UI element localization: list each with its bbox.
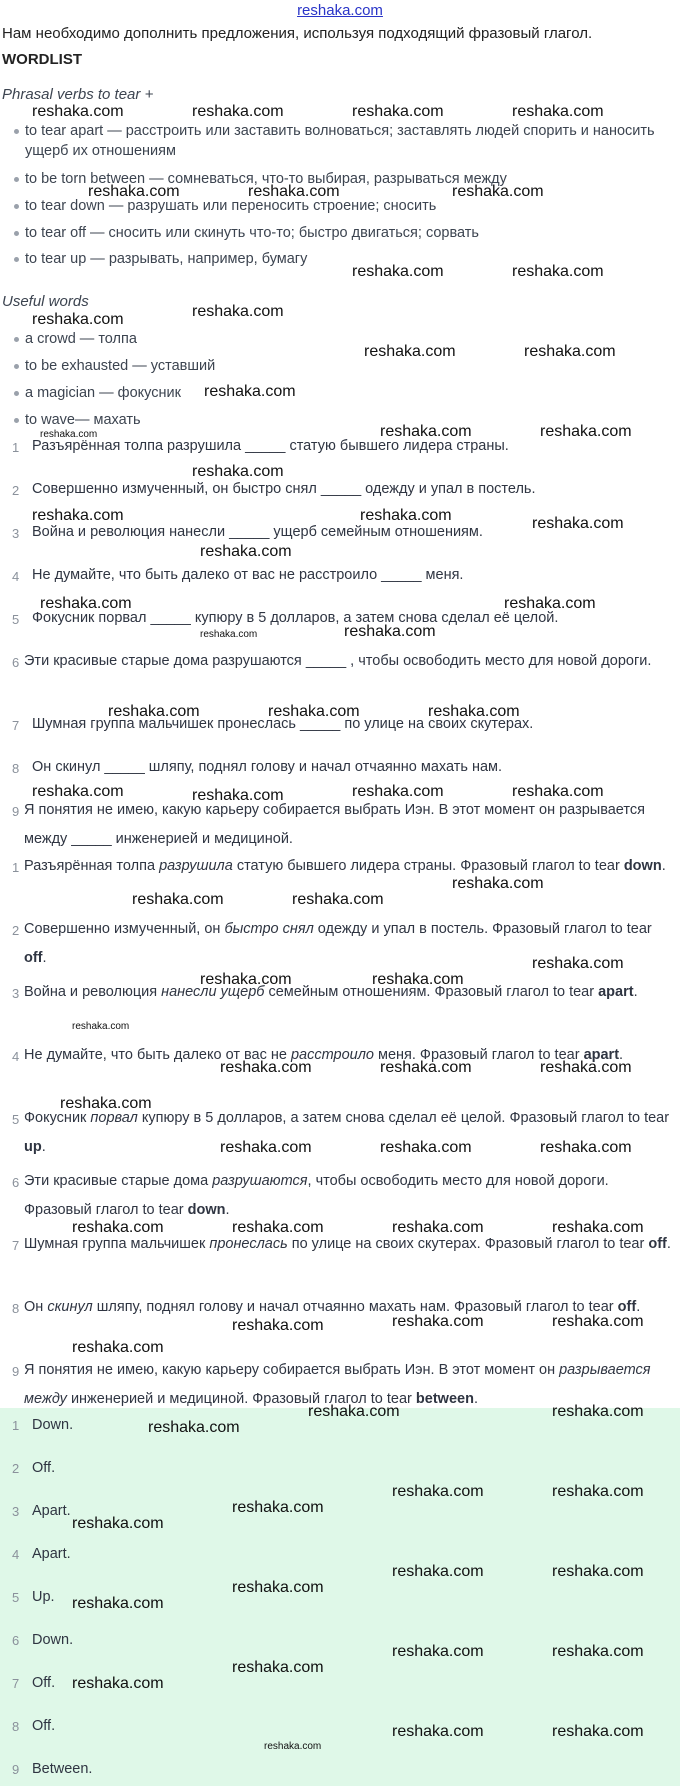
question-text: Эти красивые старые дома разрушаются _____ , чтобы освободить место для новой дороги.: [24, 653, 652, 669]
watermark: reshaka.com: [392, 1313, 484, 1330]
watermark: reshaka.com: [392, 1219, 484, 1236]
watermark: reshaka.com: [40, 595, 132, 612]
watermark: reshaka.com: [360, 507, 452, 524]
watermark: reshaka.com: [372, 971, 464, 988]
explanation-text: Не думайте, что быть далеко от вас не расстроило меня. Фразовый глагол to tear apart.: [24, 1047, 624, 1063]
watermark: reshaka.com: [32, 783, 124, 800]
watermark: reshaka.com: [428, 703, 520, 720]
watermark: reshaka.com: [200, 543, 292, 560]
watermark: reshaka.com: [192, 463, 284, 480]
watermark: reshaka.com: [72, 1339, 164, 1356]
explanation-number: 4: [12, 1049, 20, 1064]
watermark: reshaka.com: [60, 1095, 152, 1112]
watermark: reshaka.com: [232, 1579, 324, 1596]
question-number: 6: [12, 655, 20, 670]
watermark: reshaka.com: [352, 783, 444, 800]
bullet-icon: [14, 391, 19, 396]
watermark: reshaka.com: [148, 1419, 240, 1436]
watermark: reshaka.com: [308, 1403, 400, 1420]
answer-number: 8: [12, 1719, 20, 1734]
explanation-number: 8: [12, 1301, 20, 1316]
watermark: reshaka.com: [552, 1483, 644, 1500]
watermark: reshaka.com: [352, 103, 444, 120]
useful-heading: Useful words: [2, 293, 89, 310]
explanation-number: 9: [12, 1364, 20, 1379]
question-text: Не думайте, что быть далеко от вас не расстроило _____ меня.: [32, 567, 464, 583]
explanation-text: Я понятия не имею, какую карьеру собирается выбрать Иэн. В этот момент он разрывается между инженерией и медициной. Фразовый глагол to tear between.: [24, 1362, 651, 1407]
explanation-text: Фокусник порвал купюру в 5 долларов, а затем снова сделал её целой. Фразовый глагол to tear up.: [24, 1110, 670, 1155]
bullet-icon: [14, 364, 19, 369]
explanation-text: Разъярённая толпа разрушила статую бывшего лидера страны. Фразовый глагол to tear down.: [24, 858, 666, 874]
answer-text: Down.: [32, 1632, 74, 1648]
watermark: reshaka.com: [32, 103, 124, 120]
watermark: reshaka.com: [512, 783, 604, 800]
answer-text: Up.: [32, 1589, 55, 1605]
watermark: reshaka.com: [232, 1499, 324, 1516]
watermark: reshaka.com: [392, 1723, 484, 1740]
site-link[interactable]: reshaka.com: [297, 2, 383, 19]
watermark: reshaka.com: [232, 1219, 324, 1236]
question-number: 4: [12, 569, 20, 584]
watermark: reshaka.com: [552, 1219, 644, 1236]
explanation-number: 3: [12, 986, 20, 1001]
bullet-icon: [14, 257, 19, 262]
question-number: 3: [12, 526, 20, 541]
watermark: reshaka.com: [380, 1059, 472, 1076]
answer-number: 6: [12, 1633, 20, 1648]
watermark: reshaka.com: [512, 263, 604, 280]
explanation-text: Шумная группа мальчишек пронеслась по улице на своих скутерах. Фразовый глагол to tear off.: [24, 1236, 671, 1252]
watermark: reshaka.com: [232, 1659, 324, 1676]
watermark: reshaka.com: [452, 183, 544, 200]
question-number: 8: [12, 761, 20, 776]
watermark: reshaka.com: [108, 703, 200, 720]
watermark: reshaka.com: [72, 1219, 164, 1236]
bullet-icon: [14, 337, 19, 342]
watermark: reshaka.com: [200, 629, 258, 640]
answer-text: Off.: [32, 1718, 56, 1734]
watermark: reshaka.com: [32, 507, 124, 524]
question-text: Фокусник порвал _____ купюру в 5 долларов, а затем снова сделал её целой.: [32, 610, 559, 626]
watermark: reshaka.com: [392, 1483, 484, 1500]
question-number: 5: [12, 612, 20, 627]
watermark: reshaka.com: [32, 311, 124, 328]
watermark: reshaka.com: [392, 1563, 484, 1580]
watermark: reshaka.com: [264, 1741, 322, 1752]
watermark: reshaka.com: [132, 891, 224, 908]
watermark: reshaka.com: [192, 103, 284, 120]
watermark: reshaka.com: [364, 343, 456, 360]
question-text: Шумная группа мальчишек пронеслась _____ по улице на своих скутерах.: [32, 716, 534, 732]
watermark: reshaka.com: [524, 343, 616, 360]
bullet-icon: [14, 129, 19, 134]
explanation-number: 6: [12, 1175, 20, 1190]
watermark: reshaka.com: [72, 1515, 164, 1532]
watermark: reshaka.com: [248, 183, 340, 200]
answer-number: 1: [12, 1418, 20, 1433]
watermark: reshaka.com: [344, 623, 436, 640]
watermark: reshaka.com: [452, 875, 544, 892]
answer-text: Apart.: [32, 1546, 71, 1562]
watermark: reshaka.com: [552, 1563, 644, 1580]
phrasal-heading: Phrasal verbs to tear +: [2, 86, 154, 103]
explanation-text: Совершенно измученный, он быстро снял одежду и упал в постель. Фразовый глагол to tear off.: [24, 921, 652, 966]
watermark: reshaka.com: [72, 1675, 164, 1692]
question-number: 9: [12, 804, 20, 819]
watermark: reshaka.com: [352, 263, 444, 280]
answer-number: 4: [12, 1547, 20, 1562]
watermark: reshaka.com: [268, 703, 360, 720]
watermark: reshaka.com: [40, 429, 98, 440]
watermark: reshaka.com: [204, 383, 296, 400]
watermark: reshaka.com: [532, 955, 624, 972]
question-text: Я понятия не имею, какую карьеру собирается выбрать Иэн. В этот момент он разрывается между _____ инженерией и медициной.: [24, 802, 645, 847]
wordlist-heading: WORDLIST: [2, 51, 82, 68]
question-text: Война и революция нанесли _____ ущерб семейным отношениям.: [32, 524, 483, 540]
answer-text: Down.: [32, 1417, 74, 1433]
explanation-number: 5: [12, 1112, 20, 1127]
watermark: reshaka.com: [540, 423, 632, 440]
watermark: reshaka.com: [552, 1643, 644, 1660]
explanation-number: 1: [12, 860, 20, 875]
watermark: reshaka.com: [292, 891, 384, 908]
bullet-icon: [14, 177, 19, 182]
watermark: reshaka.com: [552, 1723, 644, 1740]
watermark: reshaka.com: [220, 1059, 312, 1076]
answer-text: Between.: [32, 1761, 93, 1777]
explanation-number: 2: [12, 923, 20, 938]
bullet-icon: [14, 418, 19, 423]
watermark: reshaka.com: [192, 303, 284, 320]
question-number: 2: [12, 483, 20, 498]
answer-number: 5: [12, 1590, 20, 1605]
watermark: reshaka.com: [540, 1139, 632, 1156]
watermark: reshaka.com: [72, 1595, 164, 1612]
question-number: 1: [12, 440, 20, 455]
bullet-icon: [14, 204, 19, 209]
watermark: reshaka.com: [540, 1059, 632, 1076]
watermark: reshaka.com: [552, 1403, 644, 1420]
watermark: reshaka.com: [532, 515, 624, 532]
answer-text: Off.: [32, 1675, 56, 1691]
answer-number: 7: [12, 1676, 20, 1691]
question-number: 7: [12, 718, 20, 733]
watermark: reshaka.com: [380, 1139, 472, 1156]
bullet-icon: [14, 231, 19, 236]
question-text: Разъярённая толпа разрушила _____ статую бывшего лидера страны.: [32, 438, 509, 454]
answer-number: 9: [12, 1762, 20, 1777]
watermark: reshaka.com: [552, 1313, 644, 1330]
watermark: reshaka.com: [504, 595, 596, 612]
watermark: reshaka.com: [512, 103, 604, 120]
watermark: reshaka.com: [220, 1139, 312, 1156]
watermark: reshaka.com: [392, 1643, 484, 1660]
answer-text: Apart.: [32, 1503, 71, 1519]
intro-text: Нам необходимо дополнить предложения, используя подходящий фразовый глагол.: [2, 25, 593, 42]
answer-number: 2: [12, 1461, 20, 1476]
watermark: reshaka.com: [200, 971, 292, 988]
watermark: reshaka.com: [232, 1317, 324, 1334]
watermark: reshaka.com: [192, 787, 284, 804]
explanation-text: Он скинул шляпу, поднял голову и начал отчаянно махать нам. Фразовый глагол to tear off.: [24, 1299, 641, 1315]
explanation-number: 7: [12, 1238, 20, 1253]
watermark: reshaka.com: [72, 1021, 130, 1032]
watermark: reshaka.com: [88, 183, 180, 200]
question-text: Совершенно измученный, он быстро снял _____ одежду и упал в постель.: [32, 481, 536, 497]
explanation-text: Эти красивые старые дома разрушаются, чтобы освободить место для новой дороги. Фразовый глагол to tear down.: [24, 1173, 609, 1218]
question-text: Он скинул _____ шляпу, поднял голову и начал отчаянно махать нам.: [32, 759, 503, 775]
explanation-text: Война и революция нанесли ущерб семейным отношениям. Фразовый глагол to tear apart.: [24, 984, 638, 1000]
watermark: reshaka.com: [380, 423, 472, 440]
answer-number: 3: [12, 1504, 20, 1519]
answer-text: Off.: [32, 1460, 56, 1476]
